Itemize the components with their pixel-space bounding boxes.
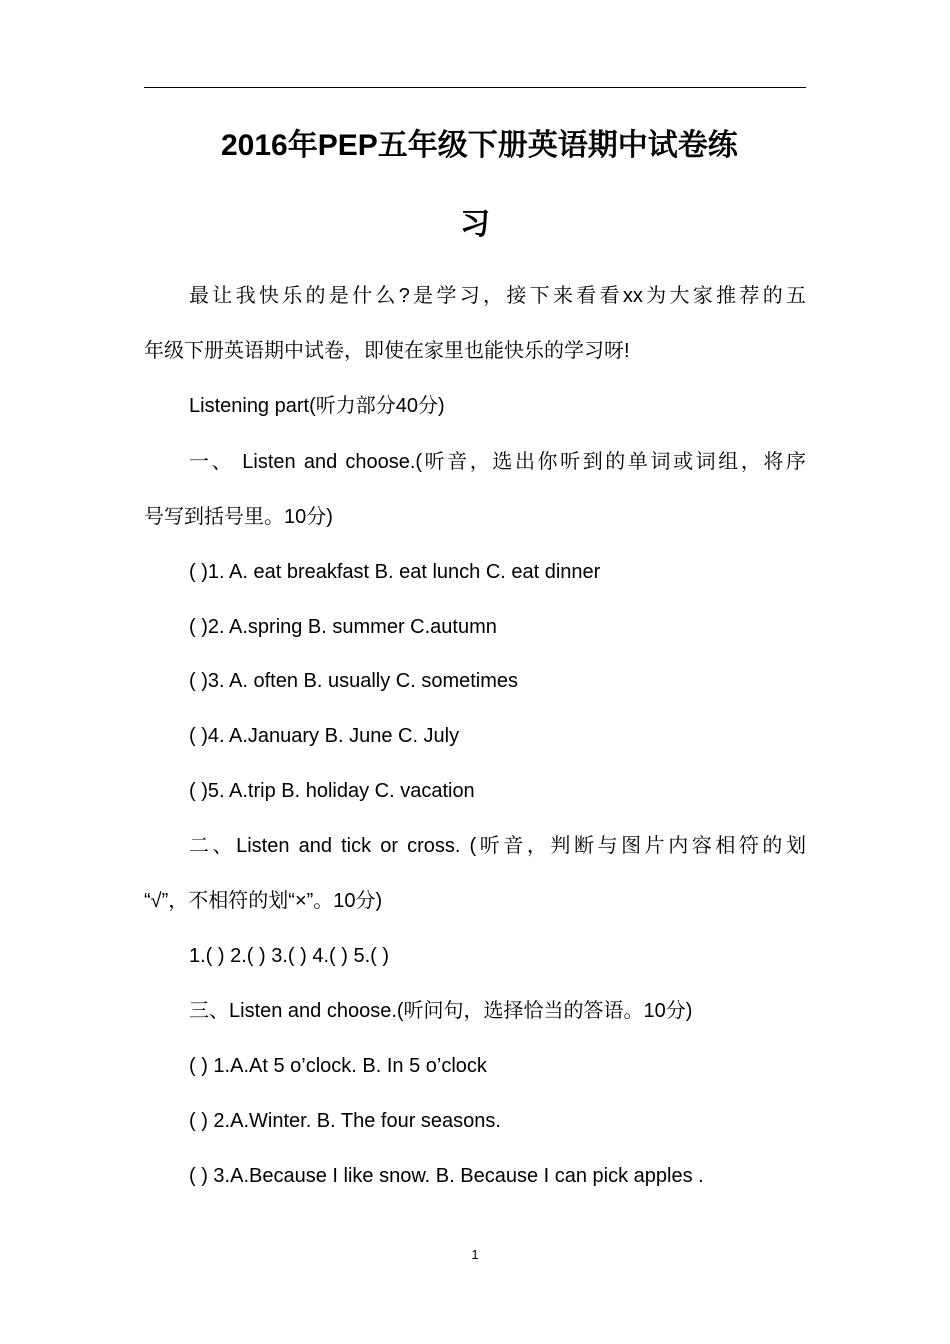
question-item: ( )4. A.January B. June C. July [189,725,460,747]
intro-line-2: 年级下册英语期中试卷，即使在家里也能快乐的学习呀! [144,340,630,362]
intro-line-1: 最让我快乐的是什么?是学习，接下来看看xx为大家推荐的五 [189,285,806,307]
question-item: ( ) 2.A.Winter. B. The four seasons. [189,1110,501,1132]
listening-heading: Listening part(听力部分40分) [189,395,445,417]
section1-instruction-line-2: 号写到括号里。10分) [144,506,333,528]
document-title-line-2: 习 [460,208,490,241]
section2-answer-blanks: 1.( ) 2.( ) 3.( ) 4.( ) 5.( ) [189,945,390,967]
question-item: ( )2. A.spring B. summer C.autumn [189,616,497,638]
document-title-line-1: 2016年PEP五年级下册英语期中试卷练 [221,129,738,162]
question-item: ( )1. A. eat breakfast B. eat lunch C. eat dinner [189,561,601,583]
section2-instruction-line-1: 二、Listen and tick or cross. (听音，判断与图片内容相符的划 [189,835,806,857]
question-item: ( )5. A.trip B. holiday C. vacation [189,780,475,802]
question-item: ( ) 3.A.Because I like snow. B. Because I can pick apples . [189,1165,704,1187]
question-item: ( ) 1.A.At 5 o’clock. B. In 5 o’clock [189,1055,487,1077]
section1-instruction-line-1: 一、 Listen and choose.(听音，选出你听到的单词或词组，将序 [189,451,806,473]
page-number: 1 [471,1247,479,1262]
section3-instruction: 三、Listen and choose.(听问句，选择恰当的答语。10分) [189,1000,693,1022]
section2-instruction-line-2: “√”，不相符的划“×”。10分) [144,890,383,912]
header-rule [144,87,806,88]
question-item: ( )3. A. often B. usually C. sometimes [189,670,519,692]
